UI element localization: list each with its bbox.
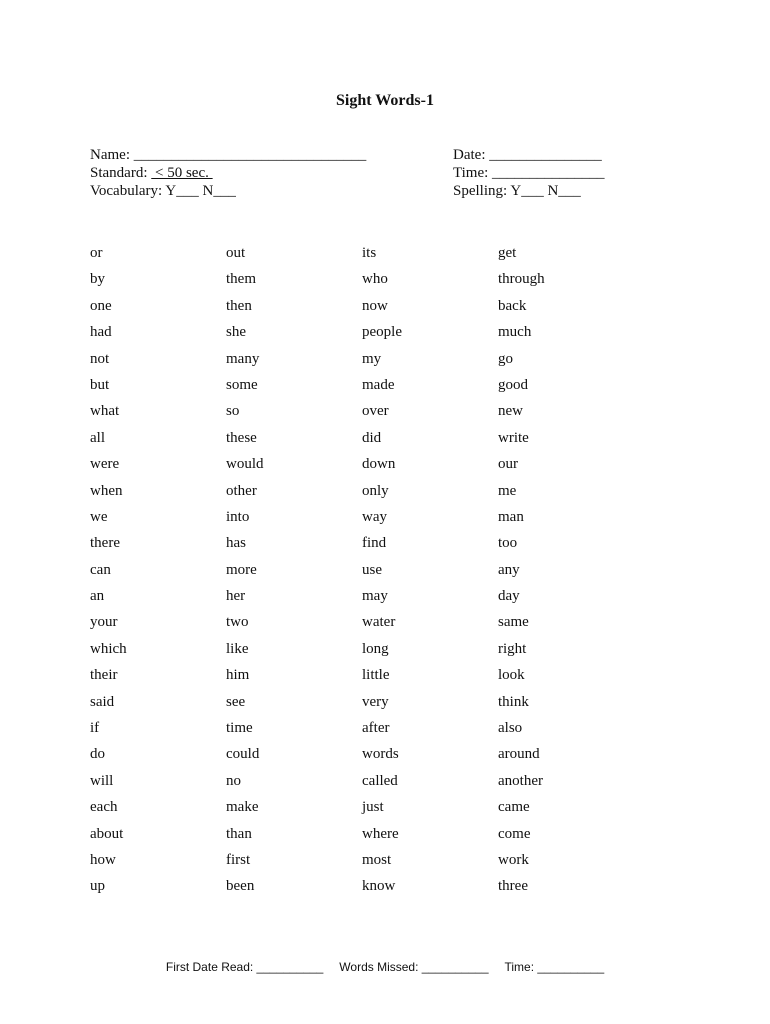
sight-word: made	[362, 376, 395, 393]
sight-word: work	[498, 851, 529, 868]
sight-word: see	[226, 693, 246, 710]
sight-word: only	[362, 482, 389, 499]
sight-word: same	[498, 614, 529, 631]
sight-word: time	[226, 720, 253, 737]
sight-word: new	[498, 403, 523, 420]
spelling-value: Y___ N___	[510, 183, 581, 199]
sight-word: two	[226, 614, 249, 631]
header-left	[90, 146, 366, 200]
sight-word: get	[498, 245, 517, 261]
page-title: Sight Words-1	[336, 92, 434, 109]
sight-word: any	[498, 561, 520, 578]
word-column-3	[362, 240, 402, 900]
sight-word: did	[362, 429, 382, 446]
sight-word: been	[226, 878, 255, 895]
sight-word: day	[498, 588, 520, 605]
sight-word: little	[362, 667, 390, 684]
sight-word: called	[362, 772, 398, 789]
sight-word: water	[362, 614, 396, 631]
sight-word: look	[498, 667, 525, 684]
sight-word: words	[362, 746, 399, 763]
sight-word: up	[90, 878, 105, 895]
sight-word: so	[226, 403, 240, 420]
sight-word: she	[226, 324, 246, 341]
standard-value: < 50 sec.	[151, 165, 213, 181]
name-label: Name:	[90, 147, 134, 163]
sight-word: all	[90, 429, 105, 446]
sight-word: one	[90, 297, 112, 314]
sight-word: also	[498, 720, 523, 737]
sight-word: too	[498, 535, 518, 552]
sight-word: had	[90, 324, 112, 341]
sight-word: many	[226, 350, 260, 367]
sight-word: not	[90, 350, 110, 367]
sight-word: how	[90, 851, 116, 868]
sight-word: most	[362, 851, 392, 868]
sight-word: but	[90, 376, 110, 393]
sight-word: more	[226, 561, 257, 578]
sight-word: when	[90, 482, 123, 499]
sight-word: would	[226, 456, 264, 473]
sight-word: right	[498, 640, 527, 657]
sight-word: other	[226, 482, 257, 499]
date-line	[453, 146, 605, 164]
standard-label: Standard:	[90, 165, 152, 181]
header-right	[453, 146, 605, 200]
footer	[0, 960, 770, 974]
sight-word: long	[362, 640, 389, 657]
sight-word: may	[362, 588, 388, 605]
sight-word: come	[498, 825, 531, 842]
sight-word: if	[90, 720, 100, 737]
sight-word: around	[498, 746, 540, 763]
sight-word: over	[362, 403, 389, 420]
sight-word: me	[498, 482, 517, 499]
sight-word: use	[362, 561, 382, 578]
time-label: Time:	[453, 165, 493, 181]
sight-word: their	[90, 667, 118, 684]
sight-word: its	[362, 245, 377, 261]
sight-word: or	[90, 245, 103, 261]
date-blank: _______________	[489, 147, 602, 163]
time-line	[453, 164, 605, 182]
sight-word: them	[226, 271, 256, 288]
vocabulary-value: Y___ N___	[165, 183, 236, 199]
sight-word: think	[498, 693, 529, 710]
sight-word: after	[362, 720, 390, 737]
footer-time: Time: __________	[504, 960, 605, 974]
sight-word: which	[90, 640, 127, 657]
spelling-label: Spelling:	[453, 183, 511, 199]
sight-word: write	[498, 429, 529, 446]
sight-word: three	[498, 878, 528, 895]
sight-word: were	[90, 456, 120, 473]
standard-line	[90, 164, 366, 182]
sight-word: him	[226, 667, 250, 684]
sight-word: there	[90, 535, 120, 552]
sight-word: said	[90, 693, 115, 710]
sight-word: an	[90, 588, 105, 605]
sight-word: where	[362, 825, 399, 842]
sight-word: make	[226, 799, 259, 816]
sight-word: into	[226, 508, 250, 525]
sight-word: back	[498, 297, 527, 314]
sight-word: good	[498, 376, 528, 393]
sight-word: her	[226, 588, 246, 605]
name-blank: _______________________________	[133, 147, 367, 163]
sight-word: about	[90, 825, 124, 842]
sight-word: my	[362, 350, 382, 367]
sight-word: than	[226, 825, 252, 842]
sight-word: some	[226, 376, 258, 393]
sight-word: by	[90, 271, 105, 288]
sight-word: these	[226, 429, 257, 446]
sight-word: people	[362, 324, 402, 341]
sight-word: could	[226, 746, 260, 763]
spelling-line	[453, 182, 605, 200]
sight-word: know	[362, 878, 396, 895]
sight-word: will	[90, 772, 114, 789]
first-date-read: First Date Read: __________	[165, 960, 324, 974]
sight-word: very	[362, 693, 389, 710]
sight-word: each	[90, 799, 118, 816]
sight-word: what	[90, 403, 120, 420]
sight-word: has	[226, 535, 246, 552]
sight-word: find	[362, 535, 387, 552]
vocabulary-line	[90, 182, 366, 200]
vocabulary-label: Vocabulary:	[90, 183, 166, 199]
word-column-4	[498, 240, 545, 900]
sight-word: like	[226, 640, 249, 657]
time-blank: _______________	[492, 165, 605, 181]
sight-word: who	[362, 271, 388, 288]
words-missed: Words Missed: __________	[339, 960, 489, 974]
sight-word: then	[226, 297, 252, 314]
sight-word: our	[498, 456, 518, 473]
sight-word: man	[498, 508, 524, 525]
sight-word: now	[362, 297, 388, 314]
sight-word: your	[90, 614, 118, 631]
name-line	[90, 146, 366, 164]
sight-word: go	[498, 350, 513, 367]
sight-word: can	[90, 561, 111, 578]
sight-word: way	[362, 508, 387, 525]
sight-word: another	[498, 772, 543, 789]
sight-word: do	[90, 746, 105, 763]
sight-word: through	[498, 271, 545, 288]
sight-word: we	[90, 508, 108, 525]
date-label: Date:	[453, 147, 490, 163]
word-column-2	[226, 240, 264, 900]
sight-word: just	[362, 799, 384, 816]
sight-word: much	[498, 324, 532, 341]
sight-word: out	[226, 245, 246, 261]
sight-word: down	[362, 456, 396, 473]
sight-word: came	[498, 799, 530, 816]
sight-word: no	[226, 772, 241, 789]
word-column-1	[90, 240, 127, 900]
sight-word: first	[226, 851, 251, 868]
